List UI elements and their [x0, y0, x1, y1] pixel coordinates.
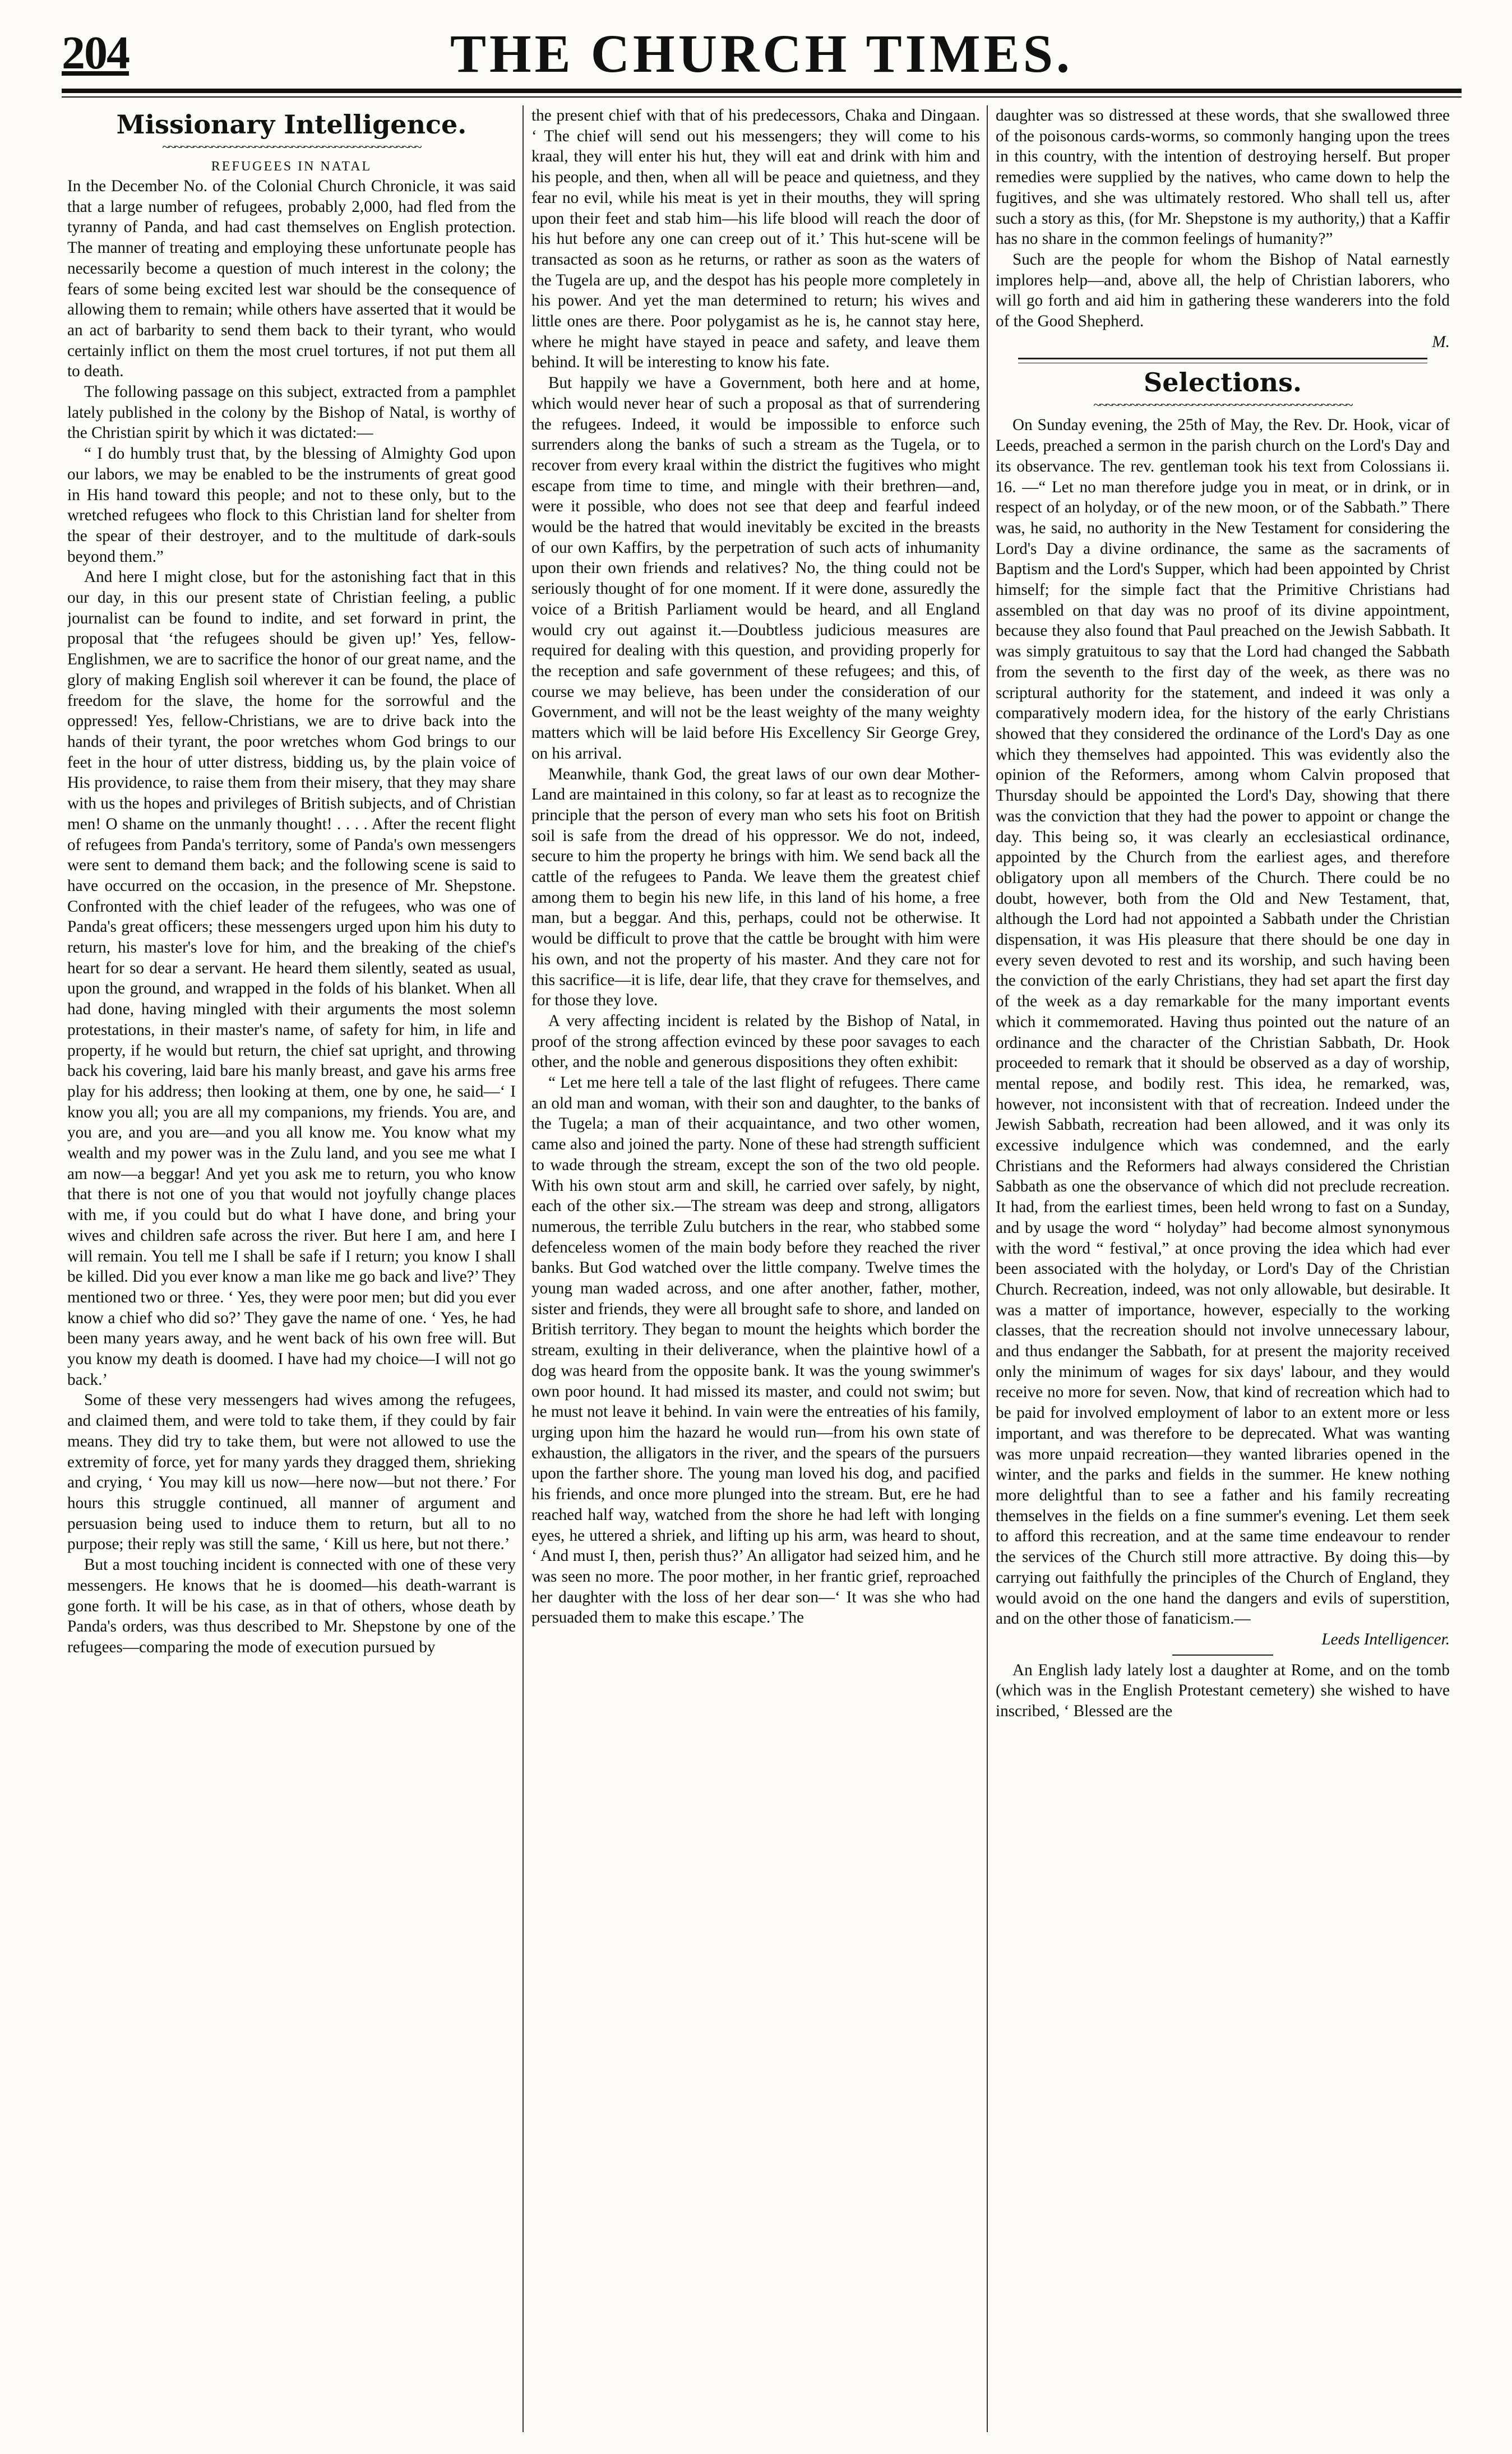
article-paragraph: the present chief with that of his predecessors, Chaka and Dingaan. ‘ The chief will send out his messengers; they will come to his kraal, they will enter his hut, they will eat and drink with him and his people, and then, when all will be peace and quietness, and they fear no evil, while his meat is yet in their mouths, they will spring upon their feet and stab him—his life blood will reach the door of his hut before any one can creep out of it.’ This hut-scene will be transacted as soon as he returns, or rather as soon as the waters of the Tugela are up, and the despot has his people more completely in his power. And yet the man determined to return; his wives and little ones are there. Poor polygamist as he is, he cannot stay here, where he might have stayed in peace and safety, and leave them behind. It will be interesting to know his fate. — [531, 107, 980, 372]
short-divider — [1172, 1655, 1273, 1656]
column-separator — [987, 105, 988, 2432]
article-paragraph: A very affecting incident is related by the Bishop of Natal, in proof of the strong affection evinced by these poor savages to each other, and the noble and generous dispositions they often exhibit: — [531, 1011, 980, 1071]
masthead-rule-thick — [62, 89, 1462, 93]
article-paragraph: Such are the people for whom the Bishop of Natal earnestly implores help—and, above all, the help of Christian laborers, who will go forth and aid him in gathering these wanderers into the fold of the Good Shepherd. — [996, 250, 1450, 331]
wavy-rule: ~~~~~~~~~~~~~~~~~~~~~~~~~~~~~~~~~~~~~~~~~~ — [162, 140, 421, 155]
section-title-selections: Selections. — [1144, 367, 1302, 398]
article-subhead: REFUGEES IN NATAL — [211, 159, 372, 174]
column-3 — [996, 105, 1450, 2438]
article-paragraph: In the December No. of the Colonial Church Chronicle, it was said that a large number of refugees, probably 2,000, had fled from the tyranny of Panda, and had cast themselves on English protection. The manner of treating and employing these unfortunate people has necessarily become a question of much interest in the colony; the fears of some being excited lest war should be the consequence of allowing them to remain; while others have asserted that it would be an act of barbarity to send them back to their tyrant, who would certainly inflict on them the most cruel tortures, if not put them all to death. — [67, 177, 516, 381]
article-signature: M. — [1432, 332, 1450, 351]
column-separator — [523, 105, 524, 2432]
section-divider — [1018, 358, 1427, 363]
article-source: Leeds Intelligencer. — [1321, 1630, 1450, 1648]
column-2 — [531, 105, 980, 2438]
article-paragraph: And here I might close, but for the astonishing fact that in this our day, in this our present state of Christian feeling, a public journalist can be found to indite, and set forward in print, the proposal that ‘the refugees should be given up!’ Yes, fellow-Englishmen, we are to sacrifice the honor of our great name, and the glory of making English soil wherever it can be found, the place of freedom for the slave, the home for the sorrowful and the oppressed! Yes, fellow-Christians, we are to drive back into the hands of their tyrant, the poor wretches whom God brings to our feet in the hour of utter distress, bidding us, by the plain voice of His providence, to raise them from their misery, that they may share with us the hopes and privileges of British subjects, and of Christian men! O shame on the unmanly thought! . . . . After the recent flight of refugees from Panda's territory, some of Panda's own messengers were sent to demand them back; and the following scene is said to have occurred on the occasion, in the presence of Mr. Shepstone. Confronted with the chief leader of the refugees, who was one of Panda's great officers; these messengers urged upon him his duty to return, his master's love for him, and the breaking of the chief's heart for so dear a servant. He heard them silently, seated as usual, upon the ground, and wrapped in the folds of his blanket. When all had done, having mingled with their arguments the most solemn protestations, in their master's name, of safety for him, in life and property, if he would but return, the chief sat upright, and throwing back his covering, laid bare his manly breast, and gave his arms free play for his address; then looking at them, one by one, he said—‘ I know you all; you are all my companions, my friends. You are, and you are, and you are—and you all know me. You know what my wealth and my power was in the Zulu land, and you see me what I am now—a beggar! And yet you ask me to return, you who know that there is not one of you that would not joyfully change places with me, if you could but do what I have done, and bring your wives and children safe across the river. But here I am, and here I will remain. You tell me I shall be safe if I return; you know I shall be killed. Did you ever know a man like me go back and live?’ They mentioned two or three. ‘ Yes, they were poor men; but did you ever know a chief who did so?’ They gave the name of one. ‘ Yes, he had been many years away, and he went back of his own free will. But you know my death is doomed. I have had my choice—I will not go back.’ — [67, 568, 516, 1389]
article-paragraph: Meanwhile, thank God, the great laws of our own dear Mother-Land are maintained in this colony, so far at least as to recognize the principle that the person of every man who sets his foot on British soil is safe from the dread of his oppressor. We do not, indeed, secure to him the property he brings with him. We send back all the cattle of the refugees to Panda. We leave them the greatest chief among them to begin his new life, in this land of his home, a free man, but a beggar. And this, perhaps, could not be otherwise. It would be difficult to prove that the cattle be brought with him were his own, and not the property of his master. And they care not for this sacrifice—it is life, dear life, that they crave for themselves, and for those they love. — [531, 765, 980, 1010]
article-paragraph: daughter was so distressed at these words, that she swallowed three of the poisonous cards-worms, so commonly hanging upon the trees in this country, with the intention of destroying herself. But proper remedies were supplied by the natives, who came down to help the fugitives, and she was ultimately restored. Who shall tell us, after such a story as this, (for Mr. Shepstone is my authority,) that a Kaffir has no share in the common feelings of humanity?” — [996, 107, 1450, 248]
masthead-rule-thin — [62, 96, 1462, 98]
article-paragraph: But a most touching incident is connected with one of these very messengers. He knows that he is doomed—his death-warrant is gone forth. It will be his case, as in that of others, whose death by Panda's orders, was thus described to Mr. Shepstone by one of the refugees—comparing the mode of execution pursued by — [67, 1556, 516, 1656]
article-paragraph: An English lady lately lost a daughter at Rome, and on the tomb (which was in the English Protestant cemetery) she wished to have inscribed, ‘ Blessed are the — [996, 1661, 1450, 1721]
article-quote: “ I do humbly trust that, by the blessing of Almighty God upon our labors, we may be enabled to be the instruments of great good in His hand toward this people; and not to these only, but to the wretched refugees who flock to this Christian land for shelter from the spear of their destroyer, and to the multitude of dark-souls beyond them.” — [67, 445, 516, 566]
section-title-missionary: Missionary Intelligence. — [116, 109, 467, 140]
masthead — [62, 22, 1462, 90]
article-paragraph: On Sunday evening, the 25th of May, the Rev. Dr. Hook, vicar of Leeds, preached a sermon in the parish church on the Lord's Day and its observance. The rev. gentleman took his text from Colossians ii. 16. —“ Let no man therefore judge you in meat, or in drink, or in respect of an holyday, or of the new moon, or of the Sabbath.” There was, he said, no authority in the New Testament for considering the Lord's Day a divine ordinance, the same as the sacraments of Baptism and the Lord's Supper, which had been appointed by Christ himself; for the simple fact that the Primitive Christians had assembled on that day was no proof of its divine appointment, because they also found that Paul preached on the Jewish Sabbath. It was simply gratuitous to say that the Lord had changed the Sabbath from the seventh to the first day of the week, as there was no scriptural authority for the statement, and indeed it was only a comparatively modern idea, for the history of the early Christians showed that they considered the ordinance of the Lord's Day as one which they themselves had appointed. This was evidently also the opinion of the Reformers, among whom Calvin proposed that Thursday should be appointed the Lord's Day, showing that there was the conviction that they had the power to appoint or change the day. This being so, it was clearly an ecclesiastical ordinance, appointed by the Church from the earliest ages, and therefore obligatory upon all members of the Church. There could be no doubt, however, both from the Old and New Testament, that, although the Lord had not appointed a Sabbath under the Christian dispensation, it was His pleasure that there should be one day in every seven devoted to rest and its worship, and such having been the conviction of the early Christians, they had set apart the first day of the week as a day remarkable for the many important events which it commemorated. Having thus pointed out the nature of an ordinance and the character of the Christian Sabbath, Dr. Hook proceeded to remark that it should be observed as a day of worship, mental repose, and bodily rest. This idea, he remarked, was, however, not inconsistent with that of recreation. Indeed under the Jewish Sabbath, recreation had been allowed, and it was only its excessive indulgence which was condemned, and the early Christians and the Reformers had always considered the Christian Sabbath as one the observance of which did not preclude recreation. It had, from the earliest times, been held wrong to fast on a Sunday, and by usage the word “ holyday” had become almost synonymous with the word “ festival,” at once proving the idea which had ever been associated with the holyday, or Lord's Day of the Christian Church. Recreation, indeed, was not only allowable, but desirable. It was a matter of importance, however, especially to the working classes, that the recreation should not involve unnecessary labour, and thus endanger the Sabbath, for at present the majority received only the minimum of wages for six days' labour, and they would receive no more for seven. Now, that kind of recreation which had to be paid for involved employment of labor to an extent more or less important, and was therefore to be deprecated. What was wanting was more unpaid recreation—they wanted libraries opened in the winter, and the parks and fields in the summer. He knew nothing more delightful than to see a father and his family recreating themselves in the fields on a fine summer's evening. Let them seek to afford this recreation, and at the same time endeavour to render the services of the Church still more attractive. By doing this—by carrying out faithfully the principles of the Church of England, they would avoid on the one hand the dangers and evils of superstition, and on the other those of fanaticism.— — [996, 416, 1450, 1628]
article-paragraph: The following passage on this subject, extracted from a pamphlet lately published in the colony by the Bishop of Natal, is worthy of the Christian spirit by which it was dictated:— — [67, 383, 516, 442]
article-quote: “ Let me here tell a tale of the last flight of refugees. There came an old man and woman, with their son and daughter, to the banks of the Tugela; a man of their acquaintance, and two other women, came also and joined the party. None of these had strength sufficient to wade through the stream, except the son of the two old people. With his own stout arm and skill, he carried over safely, by night, each of the other six.—The stream was deep and strong, alligators numerous, the terrible Zulu butchers in the rear, who stabbed some defenceless women of the main body before they reached the river banks. But God watched over the little company. Twelve times the young man waded across, and one after another, father, mother, sister and friends, they were all brought safe to shore, and landed on British territory. They began to mount the heights which border the stream, exulting in their deliverance, when the plaintive howl of a dog was heard from the opposite bank. It was the young swimmer's own poor hound. It had missed its master, and could not swim; but he must not leave it behind. In vain were the entreaties of his family, urging upon him the hazard he would run—from his own state of exhaustion, the alligators in the river, and the spears of the pursuers upon the farther shore. The young man loved his dog, and pacified his friends, and once more plunged into the stream. But, ere he had reached half way, watched from the shore he had left with longing eyes, he uttered a shriek, and lifting up his arm, was heard to shout, ‘ And must I, then, perish thus?’ An alligator had seized him, and he was seen no more. The poor mother, in her frantic grief, reproached her daughter with the loss of her dear son—‘ It was she who had persuaded them to make this escape.’ The — [531, 1074, 980, 1627]
article-paragraph: But happily we have a Government, both here and at home, which would never hear of such a proposal as that of surrendering the refugees. Indeed, it would be impossible to enforce such surrenders along the banks of such a stream as the Tugela, or to recover from every kraal within the district the fugitives who might escape from time to time, and mingle with their brethren—and, were it possible, who does not see that deep and fearful indeed would be the hatred that would inevitably be excited in the breasts of our own Kaffirs, by the perpetration of such acts of inhumanity upon their own friends and relatives? No, the thing could not be seriously thought of for one moment. If it were done, assuredly the voice of a British Parliament would be heard, and all England would cry out against it.—Doubtless judicious measures are required for dealing with this question, and providing properly for the reception and safe government of these refugees; and this, of course we may believe, has been under the consideration of our Government, and will not be the least weighty of the many weighty matters which will be laid before His Excellency Sir George Grey, on his arrival. — [531, 374, 980, 762]
column-1 — [67, 105, 516, 2438]
article-paragraph: Some of these very messengers had wives among the refugees, and claimed them, and were told to take them, if they could by fair means. They did try to take them, but were not allowed to use the extremity of force, yet for many yards they dragged them, shrieking and crying, ‘ You may kill us now—here now—but not there.’ For hours this struggle continued, all manner of argument and persuasion being used to induce them to return, but all to no purpose; their reply was still the same, ‘ Kill us here, but not there.’ — [67, 1391, 516, 1554]
page-number: 204 — [62, 27, 129, 79]
paper-title: THE CHURCH TIMES. — [450, 24, 1074, 84]
wavy-rule: ~~~~~~~~~~~~~~~~~~~~~~~~~~~~~~~~~~~~~~~~~~ — [1093, 398, 1352, 413]
